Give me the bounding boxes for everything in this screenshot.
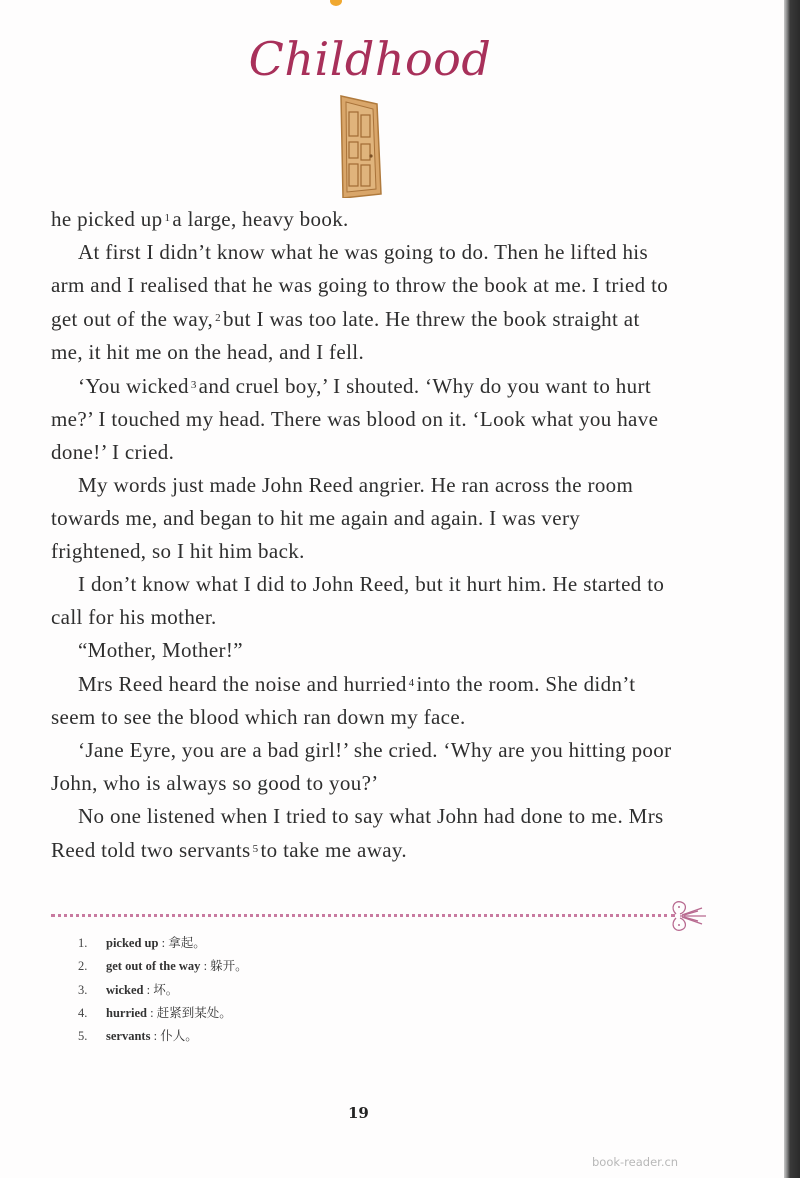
footnote-reference[interactable]: 3	[190, 379, 197, 391]
paragraph	[51, 800, 676, 867]
paragraph-text: to take me away.	[260, 838, 407, 862]
flourish-ornament-icon	[668, 898, 710, 934]
paragraph-text: At first I didn’t know what he was going to do. Then he lifted his arm and I realised that he was going to throw the book at me. I tried to get out of the way,	[51, 240, 669, 331]
footnote-item	[78, 932, 248, 955]
paragraph-text: a large, heavy book.	[172, 207, 349, 231]
paragraph	[51, 634, 676, 667]
footnote-gloss: 赶紧到某处。	[156, 1005, 232, 1020]
paragraph	[51, 734, 676, 800]
paragraph-text: and cruel boy,’ I shouted. ‘Why do you want to hurt me?’ I touched my head. There was blood on it. ‘Look what you have done!’ I cried.	[51, 374, 659, 464]
paragraph	[51, 667, 676, 734]
footnote-term: get out of the way	[106, 959, 201, 974]
footnote-number: 4.	[78, 1005, 88, 1020]
footnote-separator: :	[150, 1029, 161, 1044]
decorative-dot-icon	[330, 0, 342, 6]
page-number: 19	[348, 1104, 369, 1122]
footnote-separator: :	[143, 982, 154, 997]
footnote-gloss: 躲开。	[210, 959, 248, 974]
footnote-gloss: 坏。	[153, 982, 179, 997]
paragraph-text: Mrs Reed heard the noise and hurried	[78, 672, 407, 696]
paragraph	[51, 469, 676, 568]
paragraph-text: ‘Jane Eyre, you are a bad girl!’ she cried. ‘Why are you hitting poor John, who is always so good to you?’	[51, 738, 672, 795]
footnote-gloss: 仆人。	[160, 1029, 198, 1044]
paragraph-text: I don’t know what I did to John Reed, but it hurt him. He started to call for his mother.	[51, 572, 665, 629]
footnote-reference[interactable]: 1	[164, 212, 171, 224]
paragraph-text: No one listened when I tried to say what John had done to me. Mrs Reed told two servants	[51, 804, 664, 862]
paragraph	[51, 369, 676, 469]
footnotes-list	[78, 932, 248, 1048]
chapter-title: Childhood	[248, 32, 492, 86]
book-binding-edge	[784, 0, 800, 1178]
paragraph	[51, 202, 676, 236]
footnote-term: hurried	[106, 1005, 147, 1020]
footnote-separator: :	[146, 1005, 157, 1020]
paragraph	[51, 236, 676, 369]
footnote-separator: :	[158, 936, 169, 950]
footnote-separator: :	[200, 959, 211, 974]
body-text	[51, 202, 676, 867]
footnote-divider	[51, 914, 675, 917]
door-icon	[337, 94, 385, 198]
footnote-reference[interactable]: 4	[408, 677, 415, 689]
footnote-number: 5.	[78, 1029, 88, 1044]
footnote-item	[78, 955, 248, 978]
footnote-term: picked up	[106, 936, 159, 950]
footnote-item	[78, 1002, 248, 1025]
footnote-term: servants	[106, 1029, 151, 1044]
footnote-number: 1.	[78, 936, 88, 950]
footnote-term: wicked	[106, 982, 144, 997]
paragraph-text: My words just made John Reed angrier. He ran across the room towards me, and began to hit me again and again. I was very frightened, so I hit him back.	[51, 473, 634, 563]
paragraph-text: “Mother, Mother!”	[78, 638, 243, 662]
footnote-number: 2.	[78, 959, 88, 974]
footnote-reference[interactable]: 5	[252, 843, 259, 855]
footnote-item	[78, 1025, 248, 1048]
paragraph	[51, 568, 676, 634]
paragraph-text: he picked up	[51, 207, 163, 231]
paragraph-text: into the room. She didn’t seem to see the blood which ran down my face.	[51, 672, 636, 729]
footnote-gloss: 拿起。	[168, 936, 206, 950]
footnote-item	[78, 979, 248, 1002]
footnote-reference[interactable]: 2	[215, 312, 222, 324]
footnote-number: 3.	[78, 982, 88, 997]
paragraph-text: but I was too late. He threw the book straight at me, it hit me on the head, and I fell.	[51, 307, 640, 364]
paragraph-text: ‘You wicked	[78, 374, 189, 398]
watermark: book-reader.cn	[592, 1155, 679, 1169]
